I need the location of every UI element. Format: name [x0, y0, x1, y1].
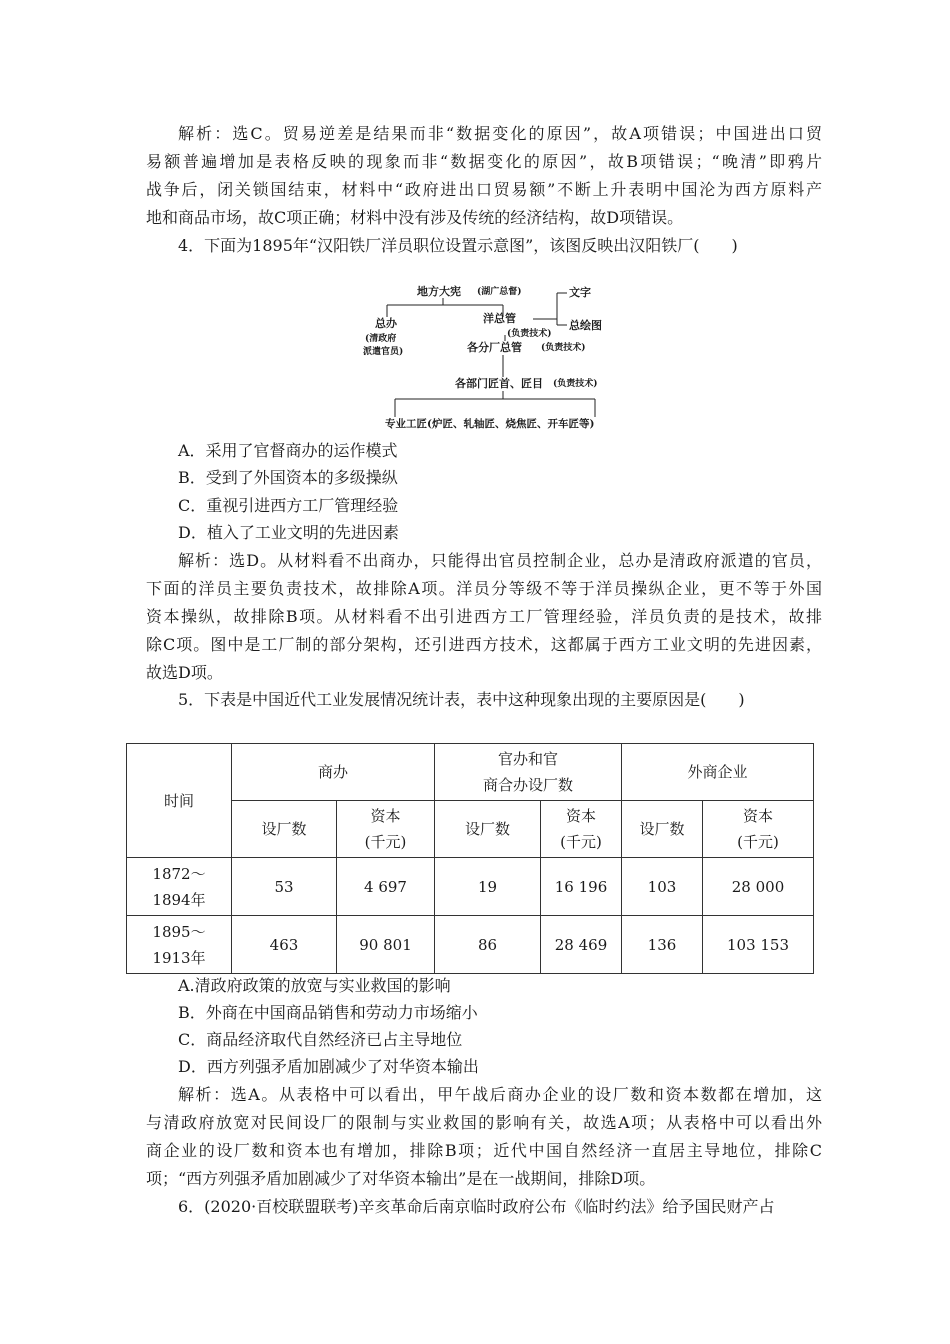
q4-option-b: B．受到了外国资本的多级操纵	[178, 468, 398, 487]
table-cell: 16 196	[541, 858, 622, 916]
table-subheader: 设厂数	[622, 801, 703, 858]
text-line: 战争后，闭关锁国结束，材料中“政府进出口贸易额”不断上升表明中国沦为西方原料产	[146, 180, 822, 199]
table-subheader: 设厂数	[232, 801, 337, 858]
text-line: 下面的洋员主要负责技术，故排除A项。洋员分等级不等于洋员操纵企业，更不等于外国	[146, 579, 822, 598]
text-line: 解析：选A。从表格中可以看出，甲午战后商办企业的设厂数和资本数都在增加，这	[178, 1085, 822, 1104]
table-subheader	[703, 801, 814, 858]
table-subheader	[337, 801, 435, 858]
table-cell	[127, 858, 232, 916]
org-node-top: 地方大宪	[417, 285, 461, 298]
q4-option-d: D．植入了工业文明的先进因素	[178, 523, 399, 542]
org-node-branch: 各分厂总管	[467, 341, 522, 354]
table-cell: 28 469	[541, 916, 622, 974]
table-cell: 136	[622, 916, 703, 974]
q3-analysis	[146, 120, 822, 232]
period-line: 1895～	[152, 922, 206, 941]
text-line: 易额普遍增加是表格反映的现象而非“数据变化的原因”，故B项错误；“晚清”即鸦片	[146, 152, 822, 171]
q5-option-a: A.清政府政策的放宽与实业救国的影响	[178, 976, 451, 995]
org-chart	[355, 283, 635, 433]
q4-option-c: C．重视引进西方工厂管理经验	[178, 496, 399, 515]
text-line: 故选D项。	[146, 663, 223, 682]
q5-stem: 5．下表是中国近代工业发展情况统计表，表中这种现象出现的主要原因是( )	[178, 690, 745, 709]
table-cell: 90 801	[337, 916, 435, 974]
q4-option-a: A．采用了官督商办的运作模式	[178, 441, 398, 460]
text-line: 解析：选D。从材料看不出商办，只能得出官员控制企业，总办是清政府派遣的官员，	[178, 551, 822, 570]
table-row	[127, 916, 814, 974]
text-line: 解析：选C。贸易逆差是结果而非“数据变化的原因”，故A项错误；中国进出口贸	[178, 124, 822, 143]
table-header-line: (千元)	[737, 833, 779, 851]
org-note-dept: (负责技术)	[553, 379, 598, 389]
org-note-zongban-2: 派遣官员)	[363, 347, 404, 357]
table-header-line: 商合办设厂数	[482, 776, 573, 794]
table-cell: 103 153	[703, 916, 814, 974]
table-cell: 4 697	[337, 858, 435, 916]
table-cell: 28 000	[703, 858, 814, 916]
org-node-wenzi: 文字	[569, 286, 591, 299]
table-header-line: 官办和官	[497, 750, 558, 768]
org-node-zongban: 总办	[375, 317, 397, 330]
q6-stem: 6．(2020·百校联盟联考)辛亥革命后南京临时政府公布《临时约法》给予国民财产占	[178, 1197, 775, 1216]
org-chart-lines	[355, 283, 635, 433]
org-note-top: (湖广总督)	[477, 287, 522, 297]
text-line: 地和商品市场，故C项正确；材料中没有涉及传统的经济结构，故D项错误。	[146, 208, 684, 227]
table-cell: 103	[622, 858, 703, 916]
q5-option-d: D．西方列强矛盾加剧减少了对华资本输出	[178, 1057, 479, 1076]
table-cell: 53	[232, 858, 337, 916]
q4-stem: 4．下面为1895年“汉阳铁厂洋员职位设置示意图”，该图反映出汉阳铁厂( )	[178, 236, 738, 255]
table-row	[127, 858, 814, 916]
text-line: 资本操纵，故排除B项。从材料看不出引进西方工厂管理经验，洋员负责的是技术，故排	[146, 607, 822, 626]
table-header-time: 时间	[127, 744, 232, 858]
table-cell: 463	[232, 916, 337, 974]
org-node-workers: 专业工匠(炉匠、轧轴匠、烧焦匠、开车匠等)	[385, 418, 595, 430]
text-line: 与清政府放宽对民间设厂的限制与实业救国的影响有关，故选A项；从表格中可以看出外	[146, 1113, 822, 1132]
q5-option-c: C．商品经济取代自然经济已占主导地位	[178, 1030, 463, 1049]
table-header-line: 资本	[370, 807, 401, 825]
table-subheader: 设厂数	[435, 801, 541, 858]
period-line: 1913年	[152, 948, 206, 967]
table-header-line: 资本	[565, 807, 596, 825]
org-note-branch: (负责技术)	[541, 343, 586, 353]
table-header-group: 外商企业	[622, 744, 814, 801]
table-header-group	[435, 744, 622, 801]
table-cell: 19	[435, 858, 541, 916]
table-cell: 86	[435, 916, 541, 974]
q5-analysis	[146, 1081, 822, 1193]
text-line: 除C项。图中是工厂制的部分架构，还引进西方技术，这都属于西方工业文明的先进因素，	[146, 635, 822, 654]
text-line: 项；“西方列强矛盾加剧减少了对华资本输出”是在一战期间，排除D项。	[146, 1169, 656, 1188]
period-line: 1894年	[152, 890, 206, 909]
table-header-line: (千元)	[364, 833, 407, 851]
statistics-table	[126, 743, 814, 974]
table-cell	[127, 916, 232, 974]
table-subheader	[541, 801, 622, 858]
table-header-line: 资本	[742, 807, 773, 825]
table-header-group: 商办	[232, 744, 435, 801]
period-line: 1872～	[152, 864, 206, 883]
q5-option-b: B．外商在中国商品销售和劳动力市场缩小	[178, 1003, 478, 1022]
org-node-dept: 各部门匠首、匠目	[455, 377, 543, 390]
org-note-zongban-1: (清政府	[365, 334, 397, 344]
org-node-yang: 洋总管	[483, 312, 516, 325]
text-line: 商企业的设厂数和资本也有增加，排除B项；近代中国自然经济一直居主导地位，排除C	[146, 1141, 822, 1160]
org-note-yang: (负责技术)	[507, 329, 552, 339]
table-header-line: (千元)	[560, 833, 602, 851]
q4-analysis	[146, 547, 822, 687]
org-node-huitu: 总绘图	[569, 319, 602, 332]
